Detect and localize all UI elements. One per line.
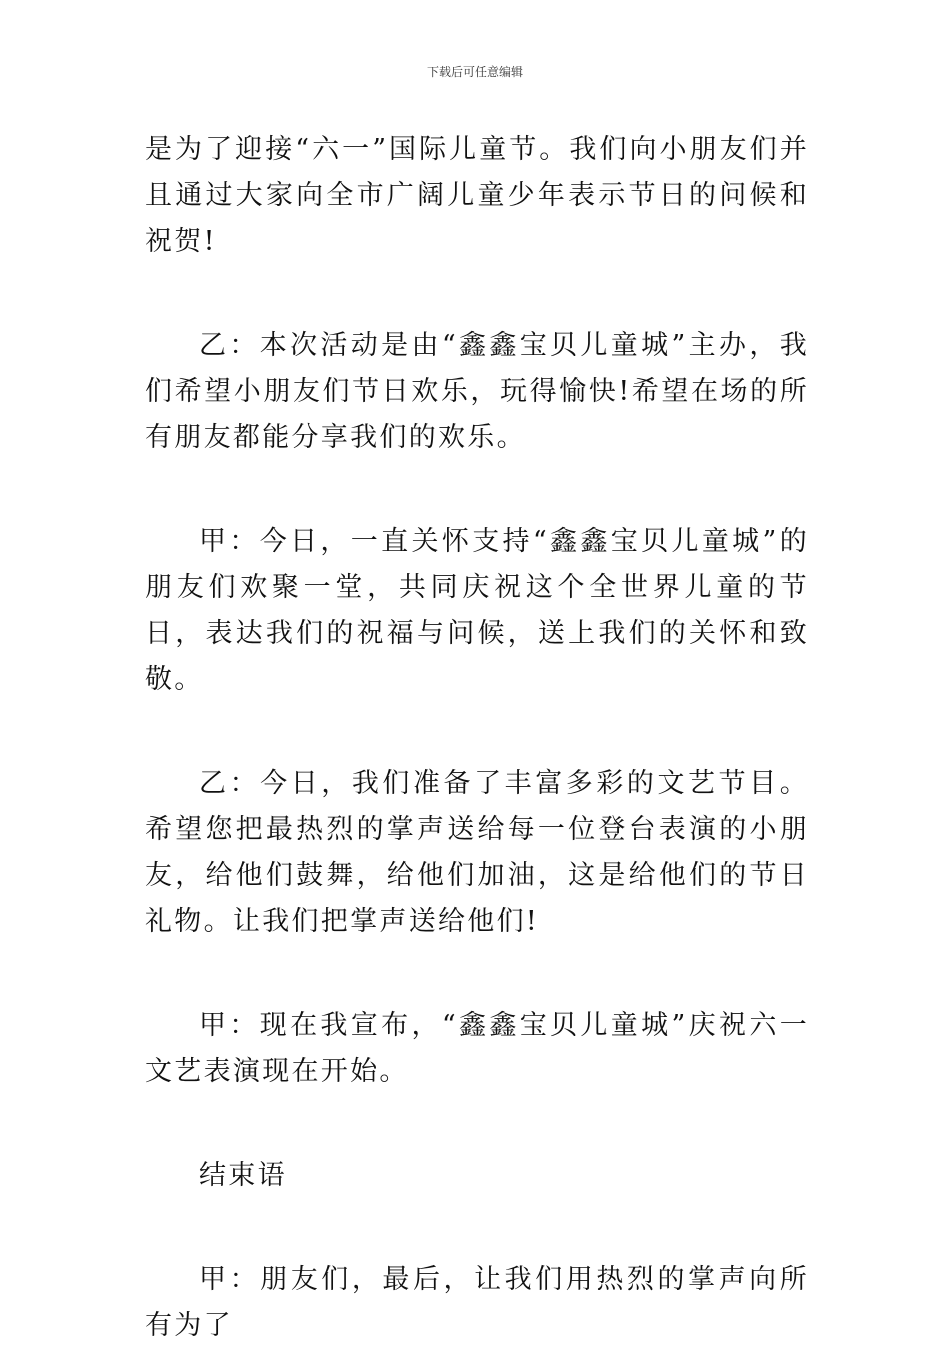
paragraph-1: 是为了迎接“六一”国际儿童节。我们向小朋友们并且通过大家向全市广阔儿童少年表示节日的问候和祝贺! [145,134,809,257]
paragraph-gap [145,1095,809,1153]
document-body [145,127,809,1349]
paragraph-4: 乙：今日，我们准备了丰富多彩的文艺节目。希望您把最热烈的掌声送给每一位登台表演的小朋友，给他们鼓舞，给他们加油，这是给他们的节日礼物。让我们把掌声送给他们! [145,768,809,937]
paragraph-gap [145,461,809,519]
paragraph-gap [145,703,809,761]
section-heading: 结束语 [199,1160,287,1191]
paragraph-6: 甲：朋友们，最后，让我们用热烈的掌声向所有为了 [145,1264,809,1341]
paragraph-gap [145,265,809,323]
paragraph-3: 甲：今日，一直关怀支持“鑫鑫宝贝儿童城”的朋友们欢聚一堂，共同庆祝这个全世界儿童的节日，表达我们的祝福与问候，送上我们的关怀和致敬。 [145,526,809,695]
paragraph-gap [145,945,809,1003]
paragraph-2: 乙：本次活动是由“鑫鑫宝贝儿童城”主办，我们希望小朋友们节日欢乐，玩得愉快!希望在场的所有朋友都能分享我们的欢乐。 [145,330,809,453]
page-header: 下载后可任意编辑 [426,65,523,79]
paragraph-gap [145,1199,809,1257]
paragraph-5: 甲：现在我宣布，“鑫鑫宝贝儿童城”庆祝六一文艺表演现在开始。 [145,1010,809,1087]
